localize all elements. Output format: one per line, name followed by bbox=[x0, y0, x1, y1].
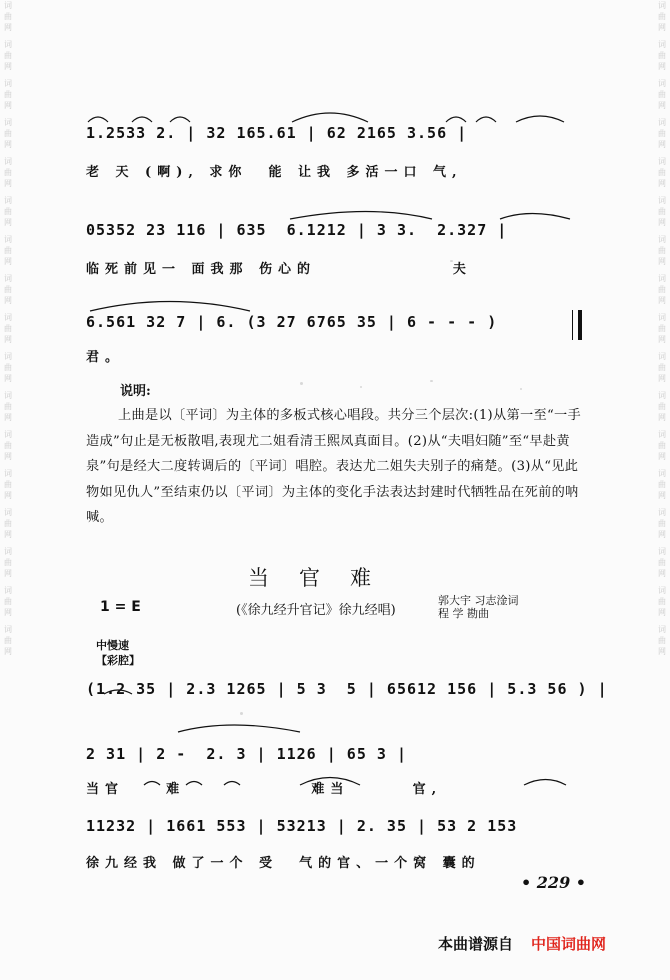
credits-lyricists: 郭大宇 习志淦词 bbox=[438, 594, 519, 607]
score1-line3-notes: 6.561 32 7 | 6. (3 27 6765 35 | 6 - - - ) bbox=[86, 313, 498, 331]
song-title: 当官难 bbox=[248, 566, 401, 590]
style-text: 【彩腔】 bbox=[96, 654, 140, 667]
watermark-group: 词 曲 网 bbox=[4, 508, 12, 539]
watermark-group: 词 曲 网 bbox=[4, 40, 12, 71]
song2-line3-notes: 11232 | 1661 553 | 53213 | 2. 35 | 53 2 153 bbox=[86, 817, 518, 835]
watermark-group: 词 曲 网 bbox=[4, 1, 12, 32]
watermark-group: 词 曲 网 bbox=[658, 157, 666, 188]
song2-line2-lyrics: 当官 难 难当 官, bbox=[86, 782, 443, 797]
watermark-group: 词 曲 网 bbox=[4, 469, 12, 500]
watermark-group: 词 曲 网 bbox=[4, 235, 12, 266]
watermark-group: 词 曲 网 bbox=[658, 235, 666, 266]
page-number: • 229 • bbox=[521, 873, 586, 892]
watermark-group: 词 曲 网 bbox=[658, 1, 666, 32]
watermark-group: 词 曲 网 bbox=[658, 586, 666, 617]
watermark-group: 词 曲 网 bbox=[4, 352, 12, 383]
score1-line1-lyrics: 老 天 (啊), 求你 能 让我 多活一口 气, bbox=[86, 165, 463, 180]
watermark-group: 词 曲 网 bbox=[658, 391, 666, 422]
watermark-group: 词 曲 网 bbox=[658, 313, 666, 344]
tempo-text: 中慢速 bbox=[96, 639, 129, 652]
score1-line2-lyrics: 临死前见一 面我那 伤心的 夫 bbox=[86, 262, 472, 277]
source-footer bbox=[438, 933, 606, 954]
watermark-group: 词 曲 网 bbox=[658, 196, 666, 227]
song-credits bbox=[438, 594, 519, 620]
watermark-group: 词 曲 网 bbox=[4, 118, 12, 149]
watermark-group: 词 曲 网 bbox=[4, 586, 12, 617]
watermark-group: 词 曲 网 bbox=[4, 391, 12, 422]
scan-speck bbox=[450, 260, 453, 262]
watermark-group: 词 曲 网 bbox=[658, 118, 666, 149]
footer-brand: 中国词曲网 bbox=[531, 935, 607, 953]
song2-line2-notes: 2 31 | 2 - 2. 3 | 1126 | 65 3 | bbox=[86, 745, 407, 763]
watermark-group: 词 曲 网 bbox=[4, 157, 12, 188]
scan-speck bbox=[360, 386, 362, 388]
watermark-group: 词 曲 网 bbox=[658, 79, 666, 110]
scan-speck bbox=[430, 380, 433, 382]
song2-line3-lyrics: 徐九经我 做了一个 受 气的官、一个窝 囊的 bbox=[86, 856, 481, 871]
watermark-group: 词 曲 网 bbox=[4, 79, 12, 110]
scan-speck bbox=[520, 388, 522, 390]
score1-line3-lyrics: 君。 bbox=[86, 350, 125, 365]
watermark-group: 词 曲 网 bbox=[658, 469, 666, 500]
watermark-group: 词 曲 网 bbox=[4, 196, 12, 227]
score1-line2-notes: 05352 23 116 | 635 6.1212 | 3 3. 2.327 | bbox=[86, 221, 508, 239]
song-subtitle: (《徐九经升官记》徐九经唱) bbox=[236, 603, 396, 618]
tempo-marking bbox=[96, 638, 140, 668]
watermark-group: 词 曲 网 bbox=[658, 430, 666, 461]
credits-composer: 程 学 勘曲 bbox=[438, 607, 489, 620]
watermark-group: 词 曲 网 bbox=[4, 430, 12, 461]
key-signature: 1 = E bbox=[100, 599, 141, 615]
watermark-group: 词 曲 网 bbox=[4, 313, 12, 344]
song2-line1-notes: (1.2 35 | 2.3 1265 | 5 3 5 | 65612 156 | 5.3 56 ) | bbox=[86, 680, 608, 698]
score1-line1-notes: 1.2533 2. | 32 165.61 | 62 2165 3.56 | bbox=[86, 124, 468, 142]
watermark-group: 词 曲 网 bbox=[4, 274, 12, 305]
notes-heading: 说明: bbox=[120, 384, 151, 399]
watermark-group: 词 曲 网 bbox=[658, 40, 666, 71]
watermark-group: 词 曲 网 bbox=[658, 547, 666, 578]
watermark-group: 词 曲 网 bbox=[658, 274, 666, 305]
notes-paragraph: 上曲是以〔平词〕为主体的多板式核心唱段。共分三个层次:(1)从第一至“一手造成”句止是无板散唱,表现尤二姐看清王熙凤真面目。(2)从“夫唱妇随”至“早赴黄泉”句是经大二度转调后的〔平词〕唱腔。表达尤二姐失夫别子的痛楚。(3)从“见此物如见仇人”至结束仍以〔平词〕为主体的变化手法表达封建时代牺牲品在死前的呐喊。 bbox=[86, 408, 581, 525]
scan-speck bbox=[300, 382, 303, 385]
watermark-group: 词 曲 网 bbox=[4, 547, 12, 578]
scan-speck bbox=[240, 712, 243, 715]
footer-source: 本曲谱源自 bbox=[438, 935, 514, 953]
watermark-group: 词 曲 网 bbox=[658, 508, 666, 539]
watermark-group: 词 曲 网 bbox=[658, 352, 666, 383]
watermark-group: 词 曲 网 bbox=[4, 625, 12, 656]
watermark-group: 词 曲 网 bbox=[658, 625, 666, 656]
